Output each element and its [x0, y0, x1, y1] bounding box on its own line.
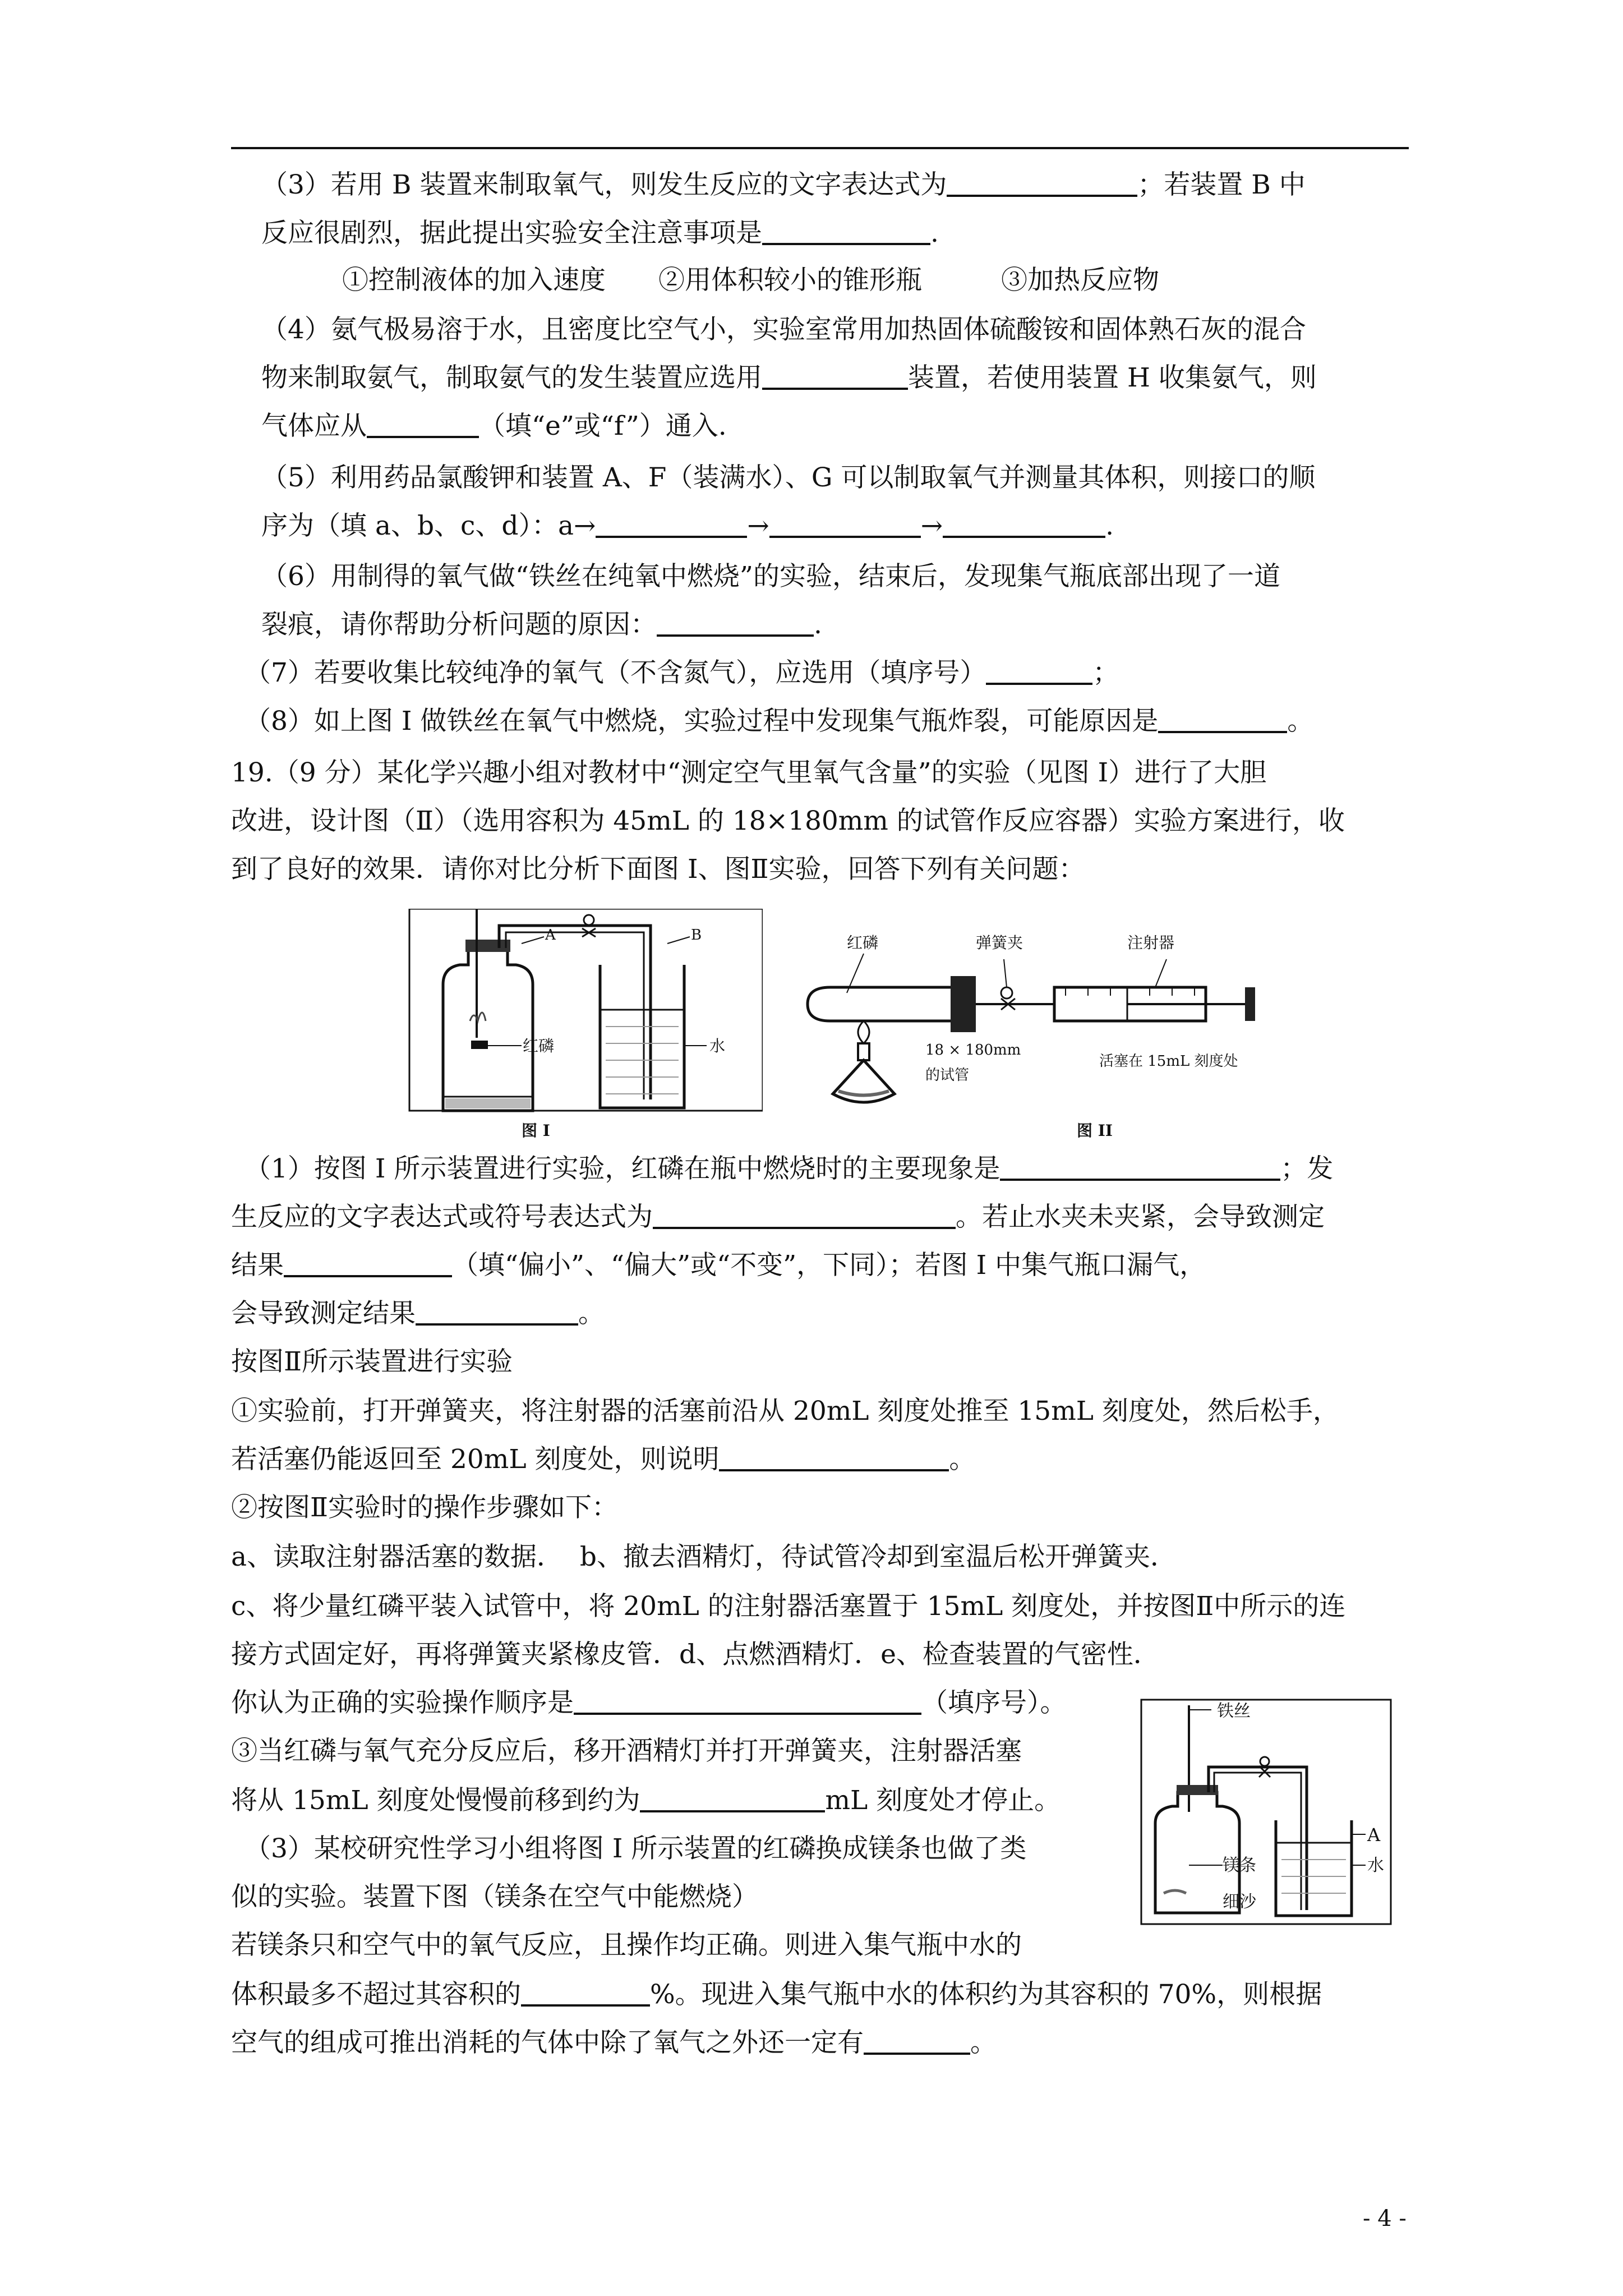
q19-s3-line4: 体积最多不超过其容积的 %。现进入集气瓶中水的体积约为其容积的 70%，则根据: [231, 1979, 1322, 2010]
q19-s3-line2: 似的实验。装置下图（镁条在空气中能燃烧）: [231, 1881, 758, 1912]
q18-p6-line2: 裂痕，请你帮助分析问题的原因： .: [261, 609, 822, 640]
q19-s3-line1: （3）某校研究性学习小组将图 I 所示装置的红磷换成镁条也做了类: [245, 1833, 1027, 1864]
figure-3-label-a: A: [1367, 1824, 1381, 1846]
q19-s2-3b: 将从 15mL 刻度处慢慢前移到约为 mL 刻度处才停止。: [231, 1785, 1061, 1816]
figure-3-label-magnesium: 镁条: [1223, 1856, 1256, 1875]
figure-1-caption: 图 I: [522, 1121, 550, 1140]
q19-s1-line2: 生反应的文字表达式或符号表达式为 。若止水夹未夹紧，会导致测定: [231, 1202, 1325, 1232]
q19-s2-2d: 你认为正确的实验操作顺序是 （填序号）。: [231, 1687, 1067, 1718]
figure-3: [1133, 1694, 1396, 1930]
q19-s1-line4: 会导致测定结果 。: [231, 1298, 605, 1329]
q19-s3-line5: 空气的组成可推出消耗的气体中除了氧气之外还一定有 。: [231, 2027, 997, 2058]
q19-s2-1-line1: ①实验前，打开弹簧夹，将注射器的活塞前沿从 20mL 刻度处推至 15mL 刻度处，然后松手，: [231, 1396, 1339, 1427]
figure-2-label-tube-size: 18 × 180mm: [925, 1042, 1021, 1059]
figure-3-label-water: 水: [1367, 1856, 1384, 1875]
figure-2-label-syringe: 注射器: [1127, 933, 1175, 952]
q18-p3-line1: （3）若用 B 装置来制取氧气，则发生反应的文字表达式为 ；若装置 B 中: [261, 169, 1306, 200]
answer-blank[interactable]: [653, 1201, 956, 1229]
q19-intro-line1: 19.（9 分）某化学兴趣小组对教材中“测定空气里氧气含量”的实验（见图 I）进行了大胆: [231, 757, 1267, 788]
q19-intro-line2: 改进，设计图（Ⅱ）（选用容积为 45mL 的 18×180mm 的试管作反应容器）实验方案进行，收: [231, 806, 1345, 836]
q19-s2-2b: c、将少量红磷平装入试管中，将 20mL 的注射器活塞置于 15mL 刻度处，并按图Ⅱ中所示的连: [231, 1591, 1346, 1622]
answer-blank[interactable]: [574, 1687, 921, 1715]
q18-p8: （8）如上图 I 做铁丝在氧气中燃烧，实验过程中发现集气瓶炸裂，可能原因是 。: [245, 706, 1314, 737]
answer-blank[interactable]: [284, 1249, 452, 1277]
q18-p5-line1: （5）利用药品氯酸钾和装置 A、F（装满水）、G 可以制取氧气并测量其体积，则接口的顺: [261, 462, 1316, 493]
figure-1-label-water: 水: [709, 1037, 726, 1055]
figure-2: [785, 903, 1290, 1144]
answer-blank[interactable]: [416, 1297, 578, 1326]
q18-options: ①控制液体的加入速度 ②用体积较小的锥形瓶 ③加热反应物: [342, 265, 1159, 296]
answer-blank[interactable]: [762, 217, 930, 245]
figure-1: [404, 909, 763, 1144]
answer-blank[interactable]: [521, 1978, 650, 2007]
q18-p4-line2: 物来制取氨气，制取氨气的发生装置应选用 装置，若使用装置 H 收集氨气，则: [261, 362, 1317, 393]
figure-2-caption: 图 II: [1077, 1121, 1113, 1140]
q19-s2-2: ②按图Ⅱ实验时的操作步骤如下：: [231, 1492, 618, 1523]
q19-s1-line3: 结果 （填“偏小”、“偏大”或“不变”，下同）；若图 I 中集气瓶口漏气，: [231, 1250, 1206, 1281]
q18-p5-line2: 序为（填 a、b、c、d）：a→ → → .: [261, 510, 1114, 541]
q19-s3-line3: 若镁条只和空气中的氧气反应，且操作均正确。则进入集气瓶中水的: [231, 1930, 1022, 1961]
header-rule: [231, 147, 1409, 149]
answer-blank[interactable]: [1000, 1153, 1280, 1181]
figure-3-drawing: [1133, 1694, 1396, 1930]
figure-1-label-b: B: [691, 927, 702, 944]
q19-s2-heading: 按图Ⅱ所示装置进行实验: [231, 1346, 513, 1377]
q18-p4-line1: （4）氨气极易溶于水，且密度比空气小，实验室常用加热固体硫酸铵和固体熟石灰的混合: [261, 314, 1306, 345]
q18-p4-line3: 气体应从 （填“e”或“f”）通入.: [261, 411, 727, 441]
figure-2-drawing: [785, 903, 1290, 1144]
figure-1-label-a: A: [545, 927, 556, 944]
answer-blank[interactable]: [986, 657, 1092, 685]
answer-blank[interactable]: [719, 1443, 949, 1471]
q18-p7: （7）若要收集比较纯净的氧气（不含氮气），应选用（填序号） ；: [245, 657, 1119, 688]
answer-blank[interactable]: [769, 510, 921, 538]
page-number: - 4 -: [1363, 2206, 1407, 2231]
q18-p6-line1: （6）用制得的氧气做“铁丝在纯氧中燃烧”的实验，结束后，发现集气瓶底部出现了一道: [261, 561, 1280, 592]
figure-1-label-phosphorus: 红磷: [523, 1037, 555, 1055]
answer-blank[interactable]: [657, 609, 814, 637]
q19-s2-2c: 接方式固定好，再将弹簧夹紧橡皮管．d、点燃酒精灯．e、检查装置的气密性．: [231, 1639, 1160, 1670]
answer-blank[interactable]: [943, 510, 1105, 538]
answer-blank[interactable]: [864, 2027, 970, 2055]
answer-blank[interactable]: [947, 169, 1137, 197]
figure-1-drawing: [404, 909, 763, 1144]
answer-blank[interactable]: [367, 410, 479, 438]
q19-s2-3a: ③当红磷与氧气充分反应后，移开酒精灯并打开弹簧夹，注射器活塞: [231, 1736, 1022, 1766]
answer-blank[interactable]: [1158, 705, 1287, 733]
figure-3-label-sand: 细沙: [1223, 1892, 1256, 1912]
figure-2-label-piston: 活塞在 15mL 刻度处: [1099, 1053, 1238, 1070]
answer-blank[interactable]: [640, 1784, 825, 1812]
answer-blank[interactable]: [762, 362, 908, 390]
q19-s1-line1: （1）按图 I 所示装置进行实验，红磷在瓶中燃烧时的主要现象是 ；发: [245, 1153, 1334, 1184]
figure-2-label-phosphorus: 红磷: [847, 933, 879, 952]
figure-2-label-tube: 的试管: [925, 1067, 970, 1084]
figure-3-label-wire: 铁丝: [1217, 1701, 1251, 1721]
q18-p3-line2: 反应很剧烈，据此提出实验安全注意事项是 .: [261, 218, 939, 249]
answer-blank[interactable]: [596, 510, 747, 538]
q19-intro-line3: 到了良好的效果．请你对比分析下面图 I、图Ⅱ实验，回答下列有关问题：: [231, 854, 1085, 885]
q19-s2-2a: a、读取注射器活塞的数据． b、撤去酒精灯，待试管冷却到室温后松开弹簧夹．: [231, 1542, 1177, 1572]
q19-s2-1-line2: 若活塞仍能返回至 20mL 刻度处，则说明 。: [231, 1444, 976, 1475]
figure-2-label-clip: 弹簧夹: [976, 933, 1023, 952]
